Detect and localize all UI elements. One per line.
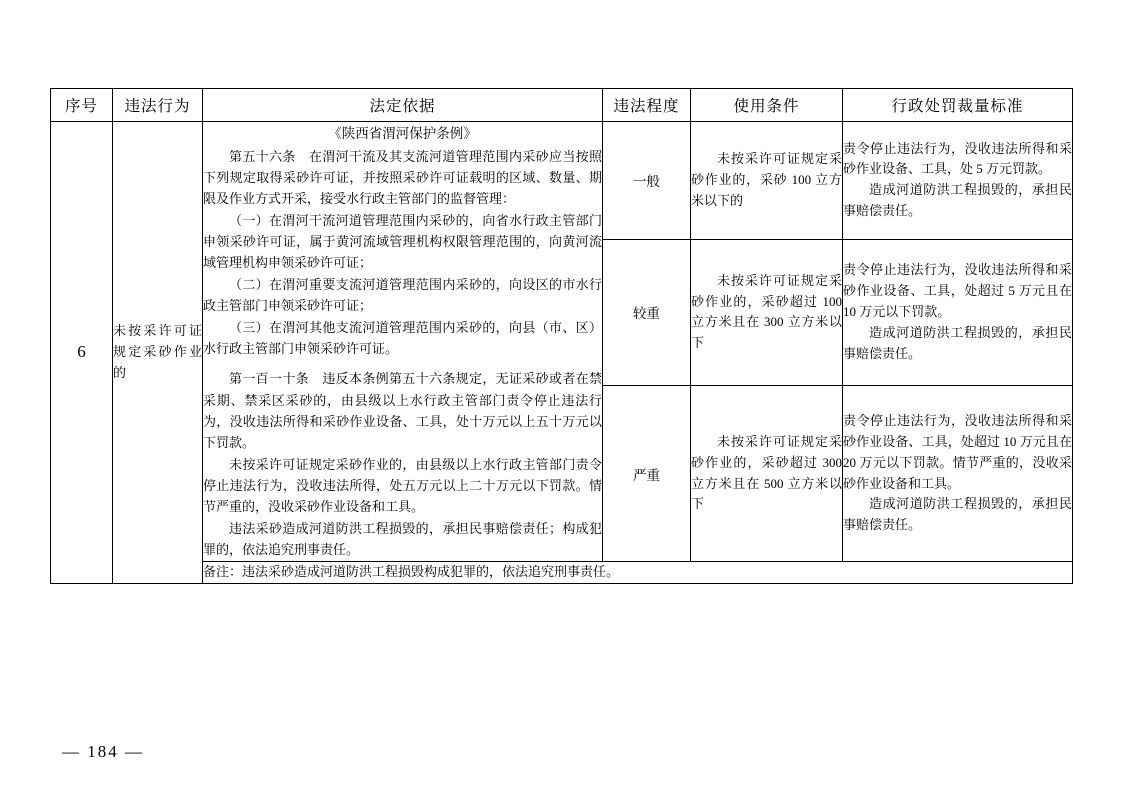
table-row — [51, 122, 1073, 240]
standard-line: 责令停止违法行为，没收违法所得和采砂作业设备、工具，处超过 10 万元且在 20 万元以下罚款。情节严重的，没收采砂作业设备和工具。 — [843, 413, 1072, 491]
legal-basis-paragraph: 第一百一十条 违反本条例第五十六条规定，无证采砂或者在禁采期、禁采区采砂的，由县级以上水行政主管部门责令停止违法行为，没收违法所得和采砂作业设备、工具，处十万元以上五十万元以下罚款。 — [203, 371, 602, 450]
standard-line: 造成河道防洪工程损毁的，承担民事赔偿责任。 — [843, 324, 1072, 361]
legal-basis-title: 《陕西省渭河保护条例》 — [328, 126, 477, 141]
header-seq: 序号 — [51, 89, 113, 122]
legal-basis-paragraph: （二）在渭河重要支流河道管理范围内采砂的，向设区的市水行政主管部门申领采砂许可证； — [203, 277, 602, 314]
legal-basis-paragraph: （三）在渭河其他支流河道管理范围内采砂的，向县（市、区）水行政主管部门申领采砂许可证。 — [203, 320, 602, 357]
cell-standard-severe — [843, 386, 1073, 562]
legal-basis-paragraph: 第五十六条 在渭河干流及其支流河道管理范围内采砂应当按照下列规定取得采砂许可证，并按照采砂许可证载明的区域、数量、期限及作业方式开采，接受水行政主管部门的监督管理： — [203, 149, 602, 207]
penalty-discretion-table — [50, 88, 1073, 584]
cell-degree-severe: 严重 — [603, 386, 691, 562]
cell-standard-general — [843, 122, 1073, 240]
cell-degree-general: 一般 — [603, 122, 691, 240]
cell-sequence-number: 6 — [51, 122, 113, 584]
header-legal-basis: 法定依据 — [203, 89, 603, 122]
cell-condition-moderate: 未按采许可证规定采砂作业的，采砂超过 100 立方米且在 300 立方米以下 — [691, 239, 843, 386]
cell-degree-moderate: 较重 — [603, 239, 691, 386]
header-violation-degree: 违法程度 — [603, 89, 691, 122]
legal-basis-paragraph: 违法采砂造成河道防洪工程损毁的，承担民事赔偿责任；构成犯罪的，依法追究刑事责任。 — [203, 520, 602, 557]
header-violation: 违法行为 — [113, 89, 203, 122]
cell-violation-act: 未按采许可证规定采砂作业的 — [113, 122, 203, 584]
standard-line: 造成河道防洪工程损毁的，承担民事赔偿责任。 — [843, 496, 1072, 533]
table-header-row — [51, 89, 1073, 122]
standard-line: 责令停止违法行为，没收违法所得和采砂作业设备、工具，处超过 5 万元且在 10 万元以下罚款。 — [843, 262, 1072, 319]
page-number: — 184 — — [62, 742, 144, 761]
legal-basis-paragraph: （一）在渭河干流河道管理范围内采砂的，向省水行政主管部门申领采砂许可证，属于黄河流域管理机构权限管理范围的，向黄河流域管理机构申领采砂许可证； — [203, 213, 602, 271]
legal-basis-paragraph: 未按采许可证规定采砂作业的，由县级以上水行政主管部门责令停止违法行为，没收违法所得，处五万元以上二十万元以下罚款。情节严重的，没收采砂作业设备和工具。 — [203, 456, 602, 514]
cell-standard-moderate — [843, 239, 1073, 386]
cell-condition-severe: 未按采许可证规定采砂作业的，采砂超过 300 立方米且在 500 立方米以下 — [691, 386, 843, 562]
cell-note: 备注：违法采砂造成河道防洪工程损毁构成犯罪的，依法追究刑事责任。 — [203, 561, 1073, 583]
header-use-condition: 使用条件 — [691, 89, 843, 122]
cell-condition-general: 未按采许可证规定采砂作业的，采砂 100 立方米以下的 — [691, 122, 843, 240]
table-note-row — [51, 561, 1073, 583]
header-penalty-standard: 行政处罚裁量标准 — [843, 89, 1073, 122]
standard-line: 责令停止违法行为，没收违法所得和采砂作业设备、工具，处 5 万元罚款。 — [843, 140, 1072, 177]
cell-legal-basis — [203, 122, 603, 562]
standard-line: 造成河道防洪工程损毁的，承担民事赔偿责任。 — [843, 182, 1072, 219]
